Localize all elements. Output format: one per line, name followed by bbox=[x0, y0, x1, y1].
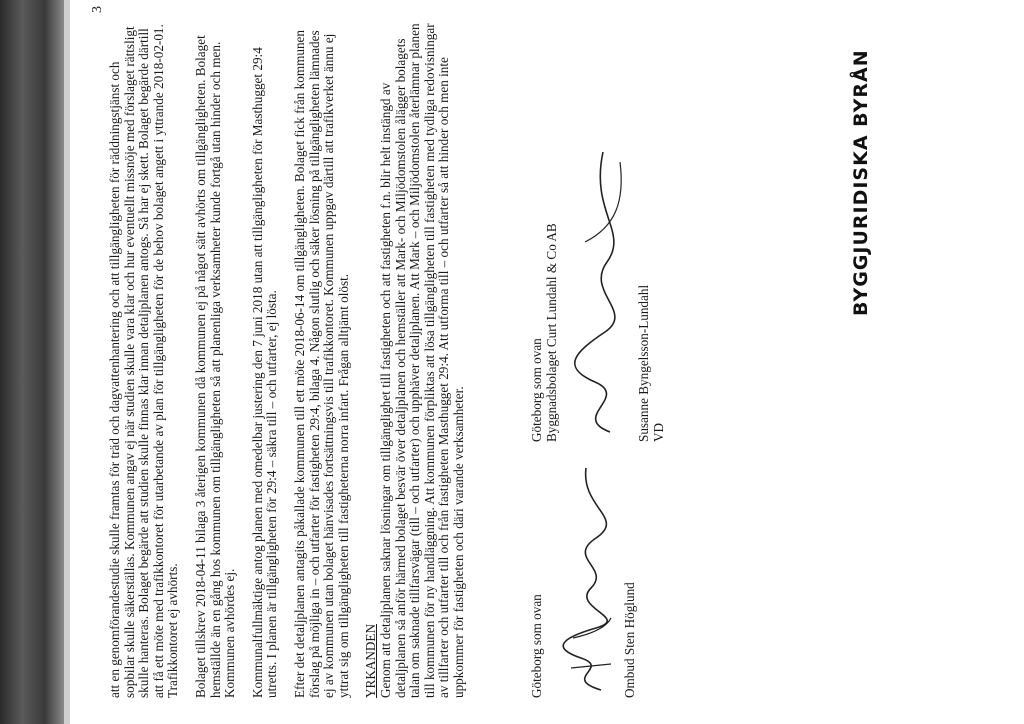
signer-name: Ombud Sten Höglund bbox=[621, 582, 637, 698]
firm-logo: BYGGJURIDISKA BYRÅN bbox=[850, 49, 872, 316]
paragraph-1: att en genomförandestudie skulle framtas för träd och dagvattenhantering och att tillgängligheten för räddningstjänst och sopbilar skulle säkerställas. Kommunen angav ej när studien skulle vara klar och hur eventuellt missnöje med förslaget rättsligt skulle hanteras. Bolaget begärde att studien skulle finnas klar innan detaljplanen antogs. Så har ej skett. Bolaget begärde därtill att få ett möte med trafikkontoret för utarbetande av plan för tillgängligheten för de behov bolaget angett i yttrande 2018-02-01. Trafikkontoret ej avhörts. bbox=[107, 24, 181, 698]
handwritten-signature bbox=[551, 458, 621, 698]
section-heading: YRKANDEN bbox=[363, 624, 379, 698]
company-name: Byggnadsbolaget Curt Lundahl & Co AB bbox=[543, 223, 559, 442]
signature-place: Göteborg som ovan bbox=[529, 338, 544, 442]
signature-block-right bbox=[530, 142, 666, 442]
signer-name: Susanne Byngelsson-Lundahl bbox=[636, 284, 652, 442]
rotated-page bbox=[90, 6, 890, 712]
scan-edge-light bbox=[64, 0, 70, 724]
signature-place: Göteborg som ovan bbox=[529, 594, 544, 698]
paragraph-3: Kommunalfullmäktige antog planen med omedelbar justering den 7 juni 2018 utan att tillgängligheten för Masthugget 29:4 utretts. I planen är tillgängligheten för 29:4 – säkra till – och utfarter, ej lösta. bbox=[249, 47, 280, 698]
handwritten-signature bbox=[565, 142, 635, 442]
signer-title: VD bbox=[650, 422, 666, 442]
paragraph-5: Genom att detaljplanen saknar lösningar om tillgänglighet till fastigheten och att fastigheten f.n. blir helt instängd av detaljplanen så anför härmed bolaget besvär över detaljplanen och hemställer att Mark- och Miljödomstolen ålägger bolagets talan om saknade tillfarsvägar (till – och utfarter) och upphäver detaljplanen. Att Mark – och Miljödomstolen återlämnar planen till kommunen för ny handläggning. Att kommunen förpliktas att lösa tillgängligheten till fastigheten med tydliga redovisningar av tillfarter och utfarter till och från fastigheten Masthugget 29:4. Att utforma till – och utfarter så att hinder och men inte uppkommer för fastigheten och däri varande verksamheter. bbox=[377, 23, 466, 698]
scan-edge bbox=[0, 0, 64, 724]
signature-block-left bbox=[530, 458, 637, 698]
body-text bbox=[108, 18, 479, 698]
page-number: 3 bbox=[90, 6, 105, 13]
paragraph-4: Efter det detaljplanen antagits påkallade kommunen till ett möte 2018-06-14 om tillgängligheten. Bolaget fick från kommunen förslag på möjliga in – och utfarter för fastigheten 29:4, bilaga 4. Någon slutlig och säker lösning på tillgängligheten lämnades ej av kommunen utan bolaget hänvisades fortsättningsvis till trafikkontoret. Kommunen uppgav därtill att trafikverket ännu ej yttrat sig om tillgängligheten till fastigheterna norra infart. Frågan alltjämt olöst. bbox=[291, 30, 351, 698]
paragraph-2: Bolaget tillskrev 2018-04-11 bilaga 3 återigen kommunen då kommunen ej på något sätt avhörts om tillgängligheten. Bolaget hemställde än en gång hos kommunen om tillgängligheten så att planenliga verksamheter kunde fortgå utan hinder och men. Kommunen avhördes ej. bbox=[192, 35, 238, 698]
